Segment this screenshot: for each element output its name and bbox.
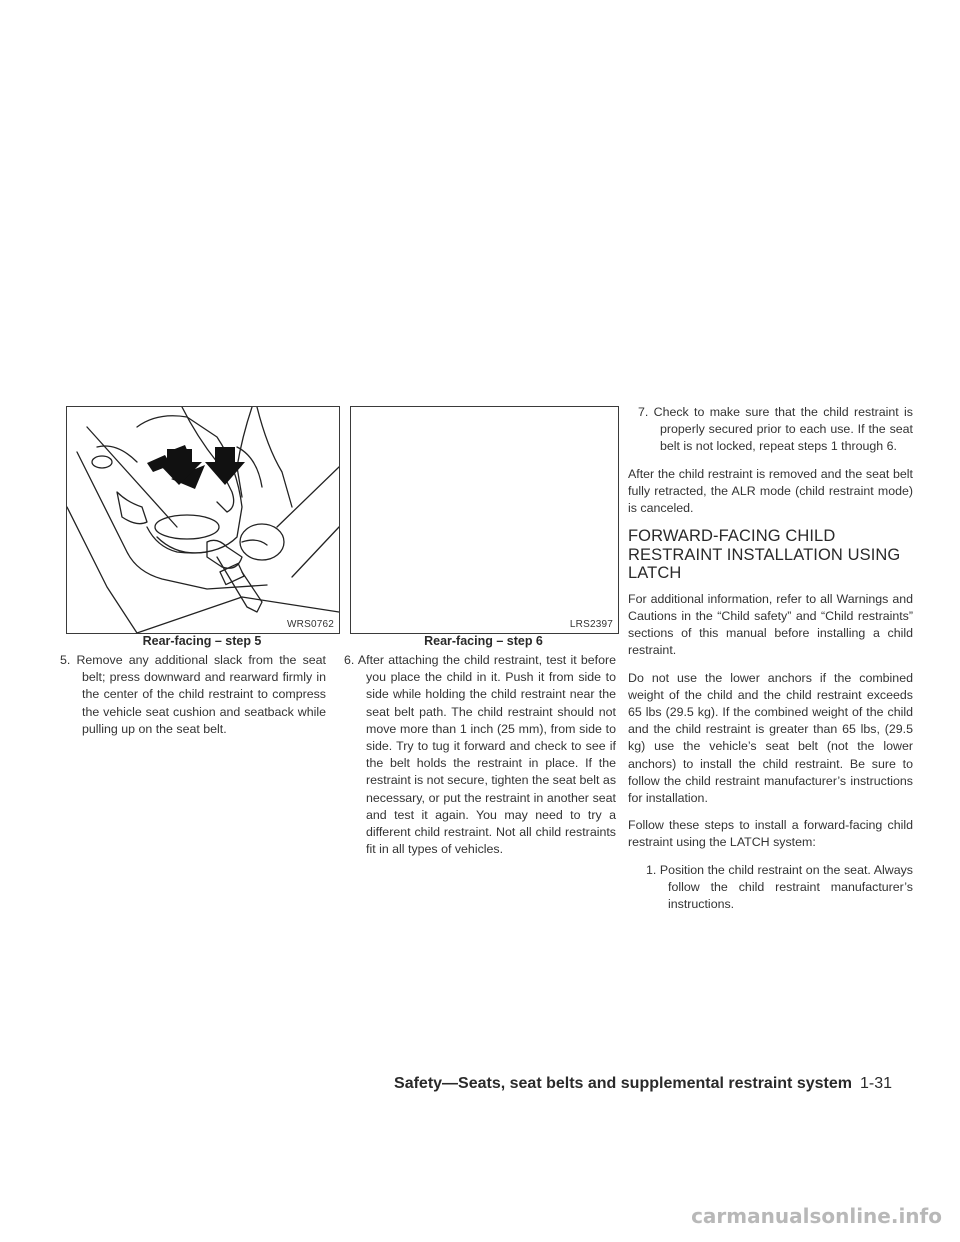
figure-rear-facing-step6 (350, 406, 619, 634)
step-1-text: 1. Position the child restraint on the seat. Always follow the child restraint manufacturer’s instructions. (646, 862, 913, 911)
section-paragraph: Follow these steps to install a forward-facing child restraint using the LATCH system: (628, 818, 913, 850)
column-left (50, 652, 326, 748)
step-7-text: 7. Check to make sure that the child restraint is properly secured prior to each use. If the seat belt is not locked, repeat steps 1 through 6. (638, 405, 913, 454)
alr-note: After the child restraint is removed and the seat belt fully retracted, the ALR mode (child restraint mode) is canceled. (628, 466, 913, 516)
page-footer (394, 1075, 892, 1093)
column-middle (334, 652, 616, 868)
figure-code: WRS0762 (287, 619, 334, 630)
figure-caption: Rear-facing – step 5 (142, 634, 262, 648)
step-5-text: 5. Remove any additional slack from the seat belt; press downward and rearward firmly in the center of the child restraint to compress the vehicle seat cushion and seatback while pulling up on the seat belt. (60, 653, 326, 736)
watermark: carmanualsonline.info (691, 1204, 942, 1228)
figure-code: LRS2397 (569, 619, 613, 630)
footer-section-title: Safety—Seats, seat belts and supplemental restraint system (394, 1075, 852, 1092)
seat-illustration-step5 (67, 407, 339, 633)
column-right (628, 404, 913, 923)
page-number: 1-31 (859, 1075, 892, 1092)
down-arrow-icon (147, 445, 245, 489)
section-heading: FORWARD-FACING CHILD RESTRAINT INSTALLATION USING LATCH (628, 527, 901, 583)
figure-caption: Rear-facing – step 6 (424, 634, 543, 648)
figure-rear-facing-step5 (66, 406, 340, 634)
section-paragraph: For additional information, refer to all Warnings and Cautions in the “Child safety” and “Child restraints” sections of this manual before installing a child restraint. (628, 591, 913, 658)
step-6-text: 6. After attaching the child restraint, test it before you place the child in it. Push it from side to side while holding the child restraint near the seat belt path. The child restraint should not move more than 1 inch (25 mm), from side to side. Try to tug it forward and check to see if the belt holds the restraint in place. If the restraint is not secure, tighten the seat belt as necessary, or put the restraint in another seat and test it again. You may need to try a different child restraint. Not all child restraints fit in all types of vehicles. (344, 653, 617, 857)
section-paragraph: Do not use the lower anchors if the combined weight of the child and the child restraint exceeds 65 lbs (29.5 kg). If the combined weight of the child and the child restraint is greater than 65 lbs, (29.5 kg) use the vehicle’s seat belt (not the lower anchors) to install the child restraint. Be sure to follow the child restraint manufacturer’s instructions for installation. (628, 670, 913, 805)
